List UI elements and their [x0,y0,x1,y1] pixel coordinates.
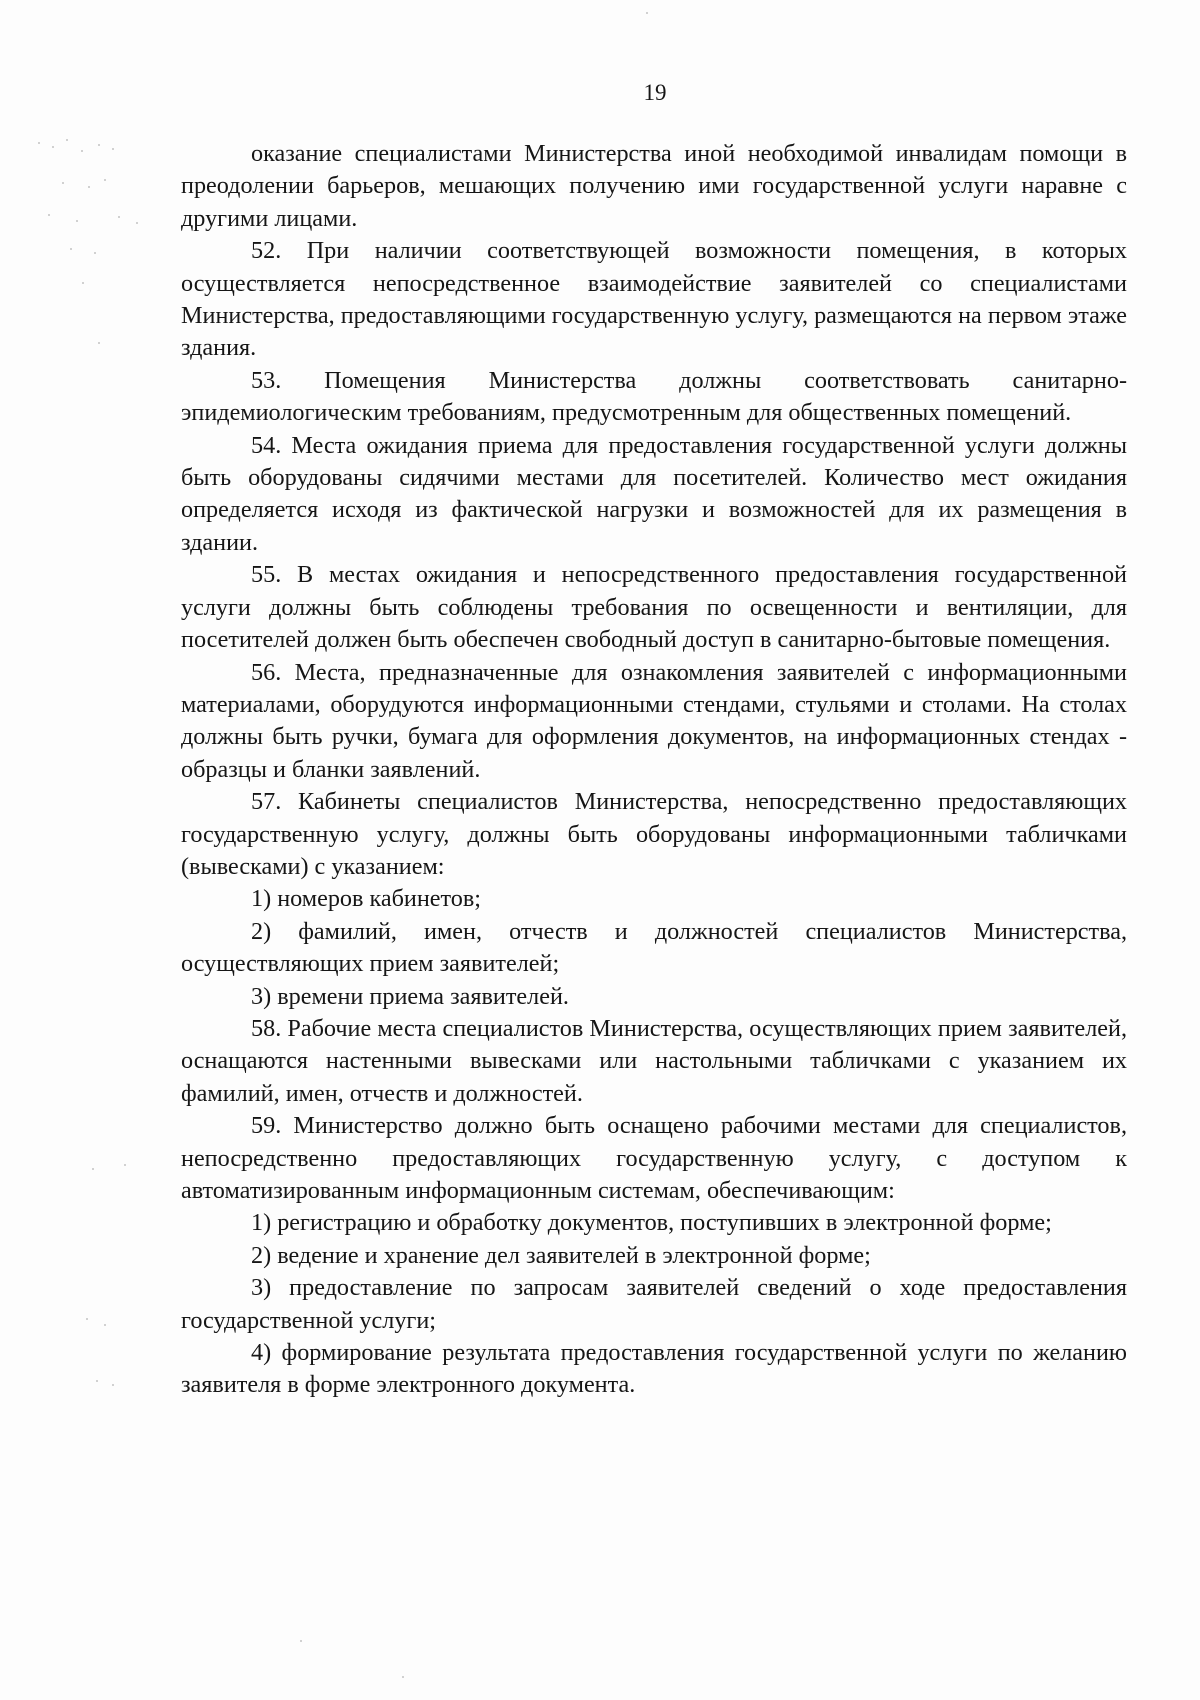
scan-speck [81,150,83,152]
scan-speck [94,252,96,254]
scan-speck [104,179,106,181]
scan-speck [112,1384,114,1386]
scan-speck [82,282,84,284]
scan-speck [96,1380,98,1382]
scan-speck [136,222,138,224]
scan-speck [124,1164,126,1166]
paragraph-intro: оказание специалистами Министерства иной необходимой инвалидам помощи в преодолении барьеров, мешающих получению ими государственной услуги наравне с другими лицами. [181,140,1127,232]
paragraph-57: 57. Кабинеты специалистов Министерства, непосредственно предоставляющих государственную услугу, должны быть оборудованы информационными табличками (вывесками) с указанием: [181,788,1127,880]
scan-speck [70,248,72,250]
scan-speck [38,142,40,144]
scan-speck [646,12,648,14]
scan-speck [98,342,100,344]
scan-speck [118,216,120,218]
scan-speck [86,1318,88,1320]
list-item-59-1: 1) регистрацию и обработку документов, поступивших в электронной форме; [251,1209,1052,1237]
scan-speck [76,220,78,222]
scan-speck [88,186,90,188]
list-item-57-2: 2) фамилий, имен, отчеств и должностей специалистов Министерства, осуществляющих прием заявителей; [181,917,1127,978]
scan-speck [62,182,64,184]
scan-speck [112,148,114,150]
paragraph-52: 52. При наличии соответствующей возможности помещения, в которых осуществляется непосредственное взаимодействие заявителей со специалистами Министерства, предоставляющими государственную услугу, размещаются на первом этаже здания. [181,237,1127,362]
list-item-59-3: 3) предоставление по запросам заявителей сведений о ходе предоставления государственной услуги; [181,1274,1127,1334]
scan-speck [52,146,54,148]
list-item-59-4: 4) формирование результата предоставления государственной услуги по желанию заявителя в форме электронного документа. [181,1339,1127,1399]
paragraph-55: 55. В местах ожидания и непосредственного предоставления государственной услуги должны быть соблюдены требования по освещенности и вентиляции, для посетителей должен быть обеспечен свободный доступ в санитарно-бытовые помещения. [181,561,1127,654]
scan-speck [48,214,50,216]
scan-speck [402,1676,404,1678]
paragraph-56: 56. Места, предназначенные для ознакомления заявителей с информационными материалами, оборудуются информационными стендами, стульями и столами. На столах должны быть ручки, бумага для оформления документов, на информационных стендах - образцы и бланки заявлений. [181,658,1127,783]
scan-speck [66,139,68,141]
paragraph-54: 54. Места ожидания приема для предоставления государственной услуги должны быть оборудованы сидячими местами для посетителей. Количество мест ожидания определяется исходя из фактической нагрузки и возможностей для их размещения в здании. [181,431,1127,556]
list-item-57-1: 1) номеров кабинетов; [251,885,482,913]
list-item-59-2: 2) ведение и хранение дел заявителей в электронной форме; [251,1241,871,1269]
list-item-57-3: 3) времени приема заявителей. [251,982,569,1010]
document-body [181,138,1127,1402]
scan-speck [104,1324,106,1326]
page-number: 19 [643,80,667,105]
scan-speck [98,144,100,146]
scan-speck [92,1168,94,1170]
paragraph-58: 58. Рабочие места специалистов Министерства, осуществляющих прием заявителей, оснащаются настенными вывесками или настольными табличками с указанием их фамилий, имен, отчеств и должностей. [181,1014,1127,1107]
scan-speck [300,1640,302,1642]
paragraph-59: 59. Министерство должно быть оснащено рабочими местами для специалистов, непосредственно предоставляющих государственную услугу, с доступом к автоматизированным информационным системам, обеспечивающим: [181,1112,1127,1204]
paragraph-53: 53. Помещения Министерства должны соответствовать санитарно-эпидемиологическим требованиям, предусмотренным для общественных помещений. [181,366,1127,427]
